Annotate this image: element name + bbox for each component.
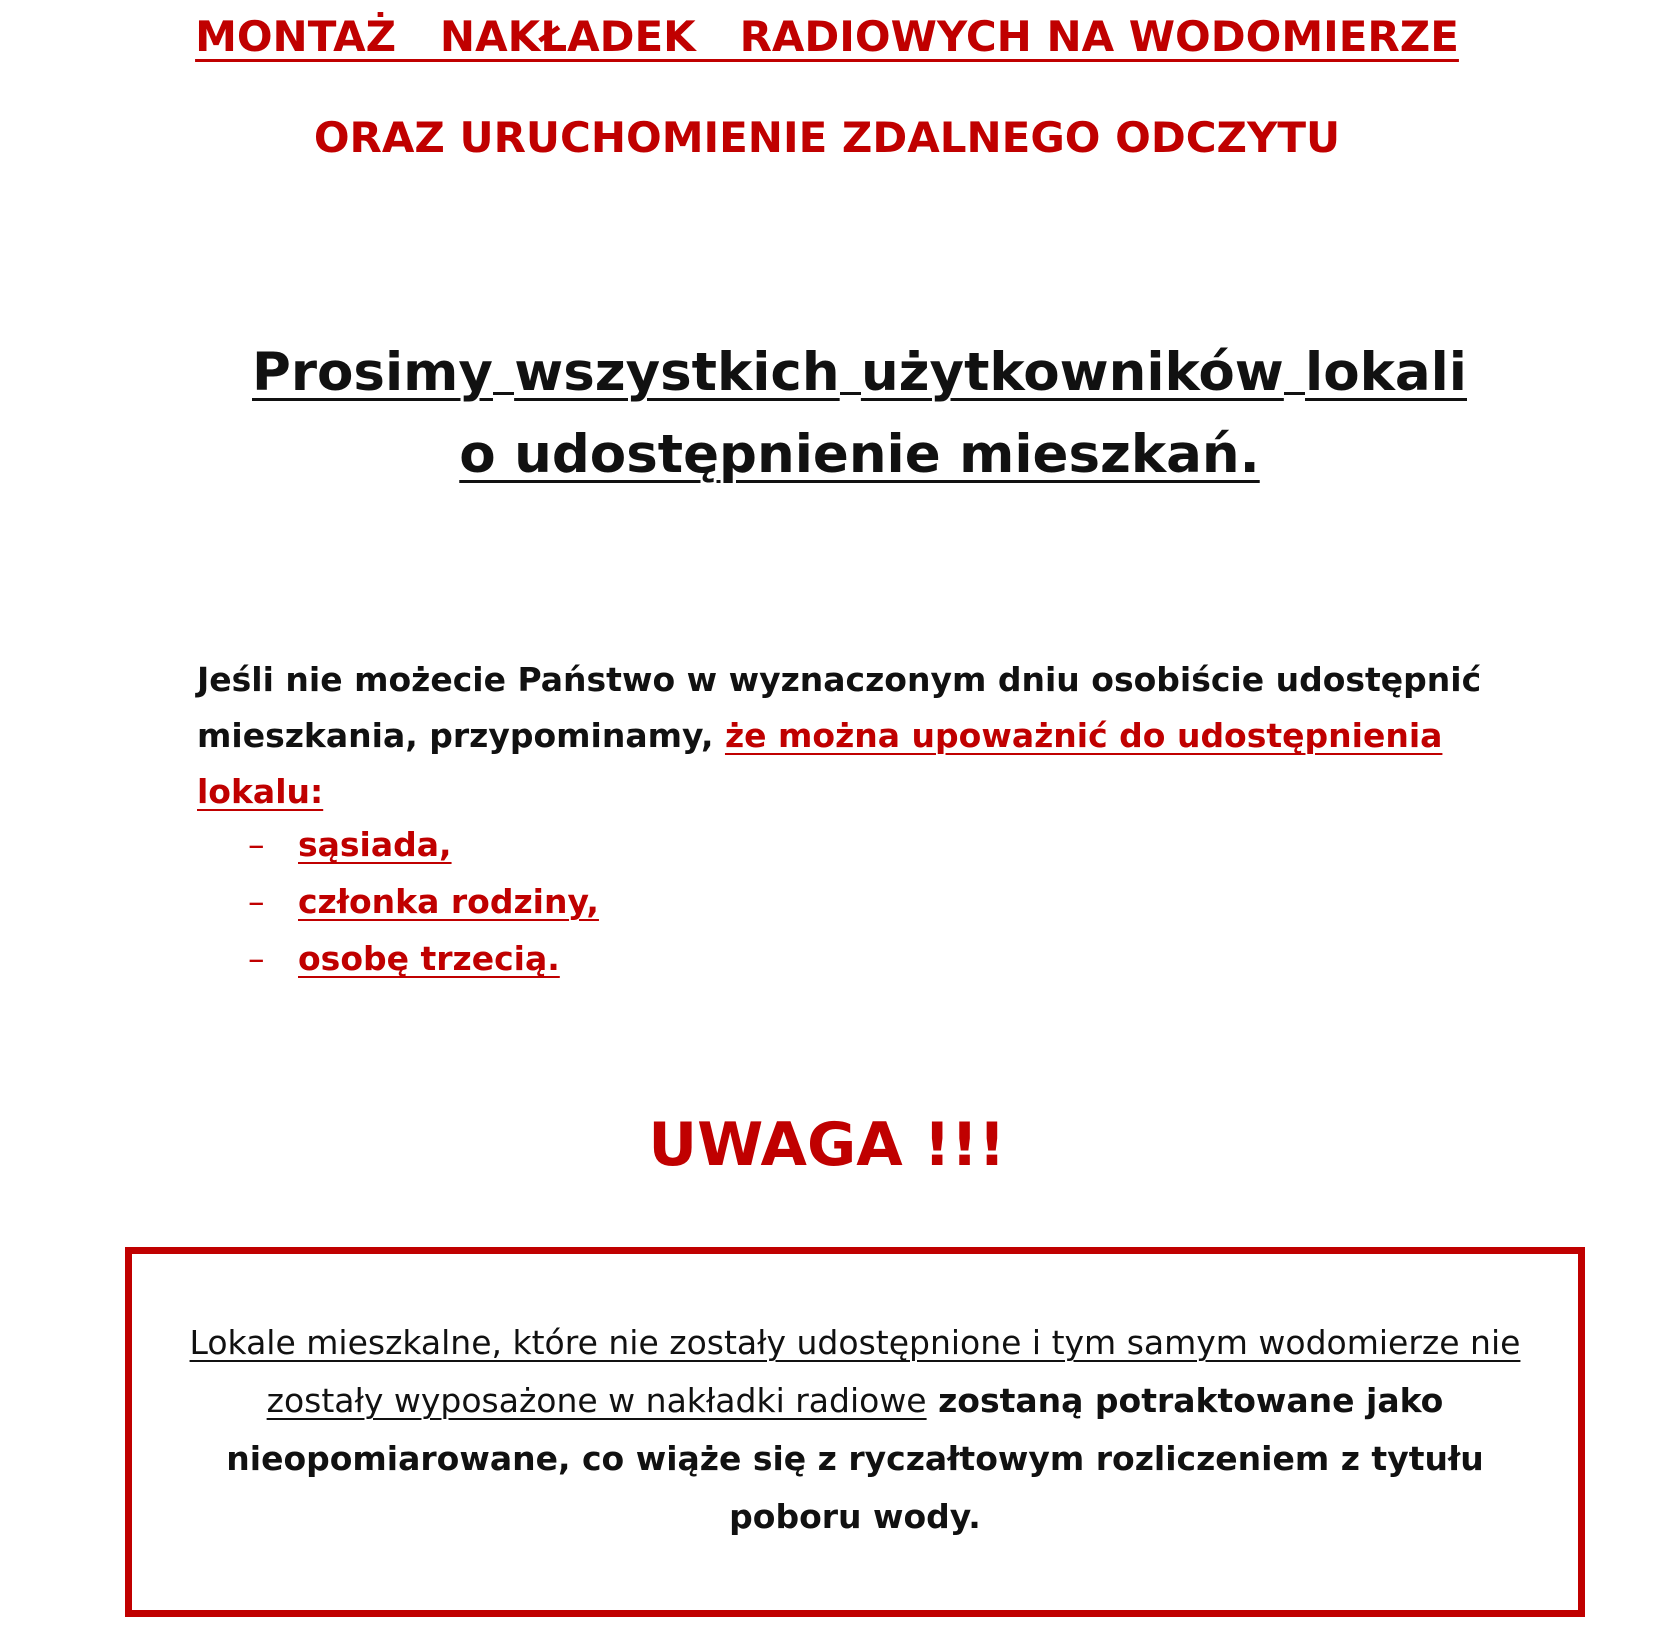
list-item-label: członka rodziny,	[298, 882, 599, 921]
request-word: Prosimy	[252, 342, 493, 403]
info-paragraph	[197, 652, 1497, 820]
list-item	[248, 873, 599, 930]
warning-bold-text: zostaną potraktowane jako nieopomiarowane, co wiąże się z ryczałtowym rozliczeniem z tytułu poboru wody.	[226, 1381, 1484, 1536]
info-text: Jeśli nie możecie Państwo w wyznaczonym dniu osobiście udostępnić mieszkania, przypominamy,	[197, 660, 1482, 755]
list-item-label: sąsiada,	[298, 825, 452, 864]
info-highlight: że można upoważnić do udostępnienia lokalu:	[197, 716, 1443, 811]
authorization-list	[248, 816, 599, 987]
dash-icon: –	[248, 882, 265, 921]
request-word: użytkowników	[860, 342, 1284, 403]
request-word: wszystkich	[514, 342, 840, 403]
warning-underlined-text: Lokale mieszkalne, które nie zostały udostępnione i tym samym wodomierze nie zostały wyposażone w nakładki radiowe	[189, 1323, 1521, 1420]
warning-heading: UWAGA !!!	[648, 1110, 1006, 1180]
dash-icon: –	[248, 825, 265, 864]
dash-icon: –	[248, 939, 265, 978]
notice-subtitle: ORAZ URUCHOMIENIE ZDALNEGO ODCZYTU	[313, 113, 1341, 162]
request-heading	[252, 332, 1467, 496]
request-line-2: o udostępnienie mieszkań.	[459, 424, 1260, 485]
list-item-label: osobę trzecią.	[298, 939, 560, 978]
list-item	[248, 816, 599, 873]
request-line-1	[252, 332, 1467, 414]
request-word: lokali	[1305, 342, 1467, 403]
notice-title: MONTAŻ NAKŁADEK RADIOWYCH NA WODOMIERZE	[195, 12, 1459, 61]
warning-box	[125, 1247, 1585, 1617]
list-item	[248, 930, 599, 987]
warning-text	[162, 1314, 1548, 1546]
